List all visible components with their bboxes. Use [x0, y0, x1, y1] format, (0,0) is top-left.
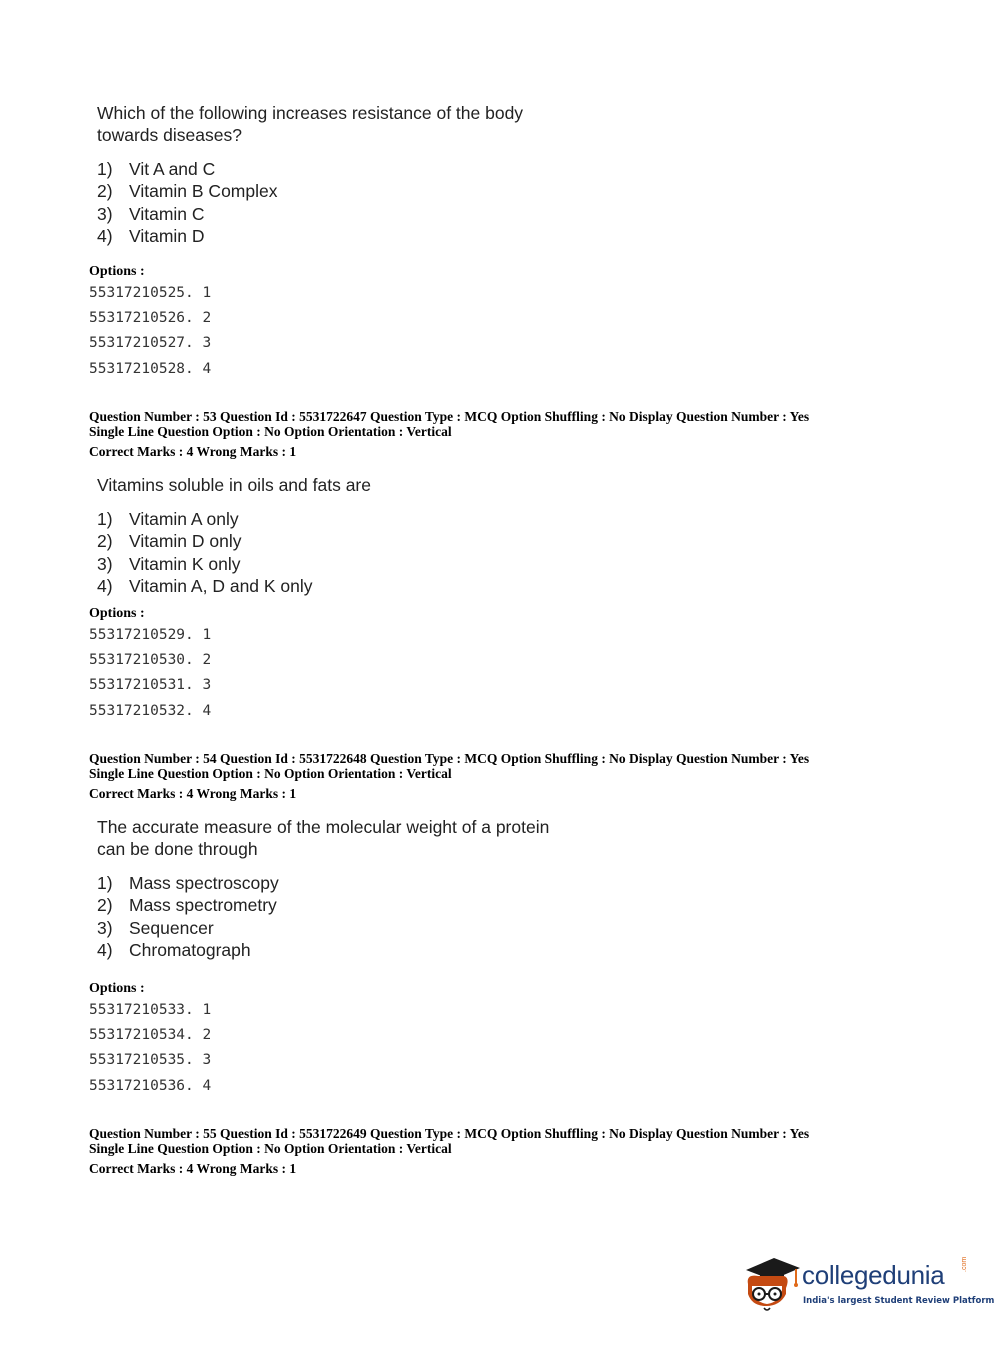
question-meta: [89, 409, 809, 459]
question-line: can be done through: [97, 839, 258, 859]
mascot-icon: [740, 1250, 802, 1316]
meta-line: Question Number : 53 Question Id : 5531722647 Question Type : MCQ Option Shuffling : No Display Question Number : Yes: [89, 409, 810, 424]
question-line: towards diseases?: [97, 125, 242, 145]
option-id: 55317210534. 2: [89, 1027, 212, 1044]
logo-wordmark: collegedunia: [802, 1260, 945, 1290]
choice-number: 1): [97, 873, 113, 893]
choice-item: [97, 894, 279, 916]
meta-line: Question Number : 54 Question Id : 5531722648 Question Type : MCQ Option Shuffling : No Display Question Number : Yes: [89, 751, 810, 766]
choice-item: [97, 917, 279, 939]
choice-number: 4): [97, 225, 113, 246]
choice-text: Mass spectrometry: [129, 895, 277, 916]
choice-text: Vitamin A only: [129, 509, 239, 529]
answer-choices: [97, 872, 279, 961]
question-meta: [89, 751, 809, 801]
choice-number: 4): [97, 575, 113, 596]
option-id: 55317210526. 2: [89, 310, 212, 327]
option-id: 55317210535. 3: [89, 1052, 212, 1069]
choice-text: Chromatograph: [129, 939, 251, 960]
choice-number: 4): [97, 939, 113, 960]
choice-item: [97, 553, 313, 575]
choice-text: Vitamin B Complex: [129, 181, 278, 202]
choice-number: 3): [97, 203, 113, 224]
collegedunia-logo: [740, 1248, 995, 1318]
marks-line: Correct Marks : 4 Wrong Marks : 1: [89, 1161, 297, 1176]
choice-number: 1): [97, 509, 113, 529]
choice-item: [97, 939, 279, 961]
options-label: Options :: [89, 981, 145, 996]
choice-text: Vitamin C: [129, 203, 205, 224]
choice-item: [97, 180, 278, 202]
answer-choices: [97, 508, 313, 597]
meta-line: Single Line Question Option : No Option Orientation : Vertical: [89, 1141, 452, 1156]
options-label: Options :: [89, 264, 145, 279]
choice-text: Mass spectroscopy: [129, 873, 279, 893]
option-id: 55317210530. 2: [89, 652, 212, 669]
choice-item: [97, 225, 278, 247]
option-id-list: [89, 281, 211, 382]
option-id: 55317210531. 3: [89, 677, 212, 694]
choice-item: [97, 203, 278, 225]
choice-item: [97, 575, 313, 597]
question-meta: [89, 1126, 809, 1176]
choice-number: 3): [97, 553, 113, 574]
choice-text: Vit A and C: [129, 159, 216, 179]
marks-line: Correct Marks : 4 Wrong Marks : 1: [89, 444, 297, 459]
choice-text: Vitamin D only: [129, 531, 242, 552]
options-label: Options :: [89, 606, 145, 621]
option-id: 55317210536. 4: [89, 1077, 212, 1094]
choice-text: Sequencer: [129, 917, 214, 938]
question-line: Which of the following increases resistance of the body: [97, 103, 524, 123]
option-id: 55317210528. 4: [89, 360, 212, 377]
choice-number: 3): [97, 917, 113, 938]
option-id-list: [89, 998, 211, 1099]
question-text: [97, 816, 549, 860]
option-id: 55317210527. 3: [89, 335, 212, 352]
choice-text: Vitamin K only: [129, 553, 241, 574]
option-id-list: [89, 623, 211, 724]
choice-item: [97, 530, 313, 552]
question-line: Vitamins soluble in oils and fats are: [97, 475, 371, 495]
choice-item: [97, 158, 278, 180]
option-id: 55317210532. 4: [89, 702, 212, 719]
choice-item: [97, 872, 279, 894]
choice-number: 2): [97, 181, 113, 202]
logo-tagline: India's largest Student Review Platform: [803, 1296, 995, 1306]
answer-choices: [97, 158, 278, 247]
option-id: 55317210525. 1: [89, 285, 212, 301]
choice-text: Vitamin A, D and K only: [129, 575, 313, 596]
choice-number: 1): [97, 159, 113, 179]
logo-domain: .com: [961, 1256, 968, 1272]
choice-number: 2): [97, 895, 113, 916]
option-id: 55317210529. 1: [89, 627, 212, 643]
marks-line: Correct Marks : 4 Wrong Marks : 1: [89, 786, 297, 801]
choice-number: 2): [97, 531, 113, 552]
question-text: [97, 102, 523, 146]
option-id: 55317210533. 1: [89, 1002, 212, 1018]
choice-text: Vitamin D: [129, 225, 205, 246]
question-line: The accurate measure of the molecular weight of a protein: [97, 817, 550, 837]
choice-item: [97, 508, 313, 530]
meta-line: Single Line Question Option : No Option Orientation : Vertical: [89, 766, 452, 781]
question-text: [97, 474, 371, 496]
meta-line: Question Number : 55 Question Id : 5531722649 Question Type : MCQ Option Shuffling : No Display Question Number : Yes: [89, 1126, 810, 1141]
meta-line: Single Line Question Option : No Option Orientation : Vertical: [89, 424, 452, 439]
